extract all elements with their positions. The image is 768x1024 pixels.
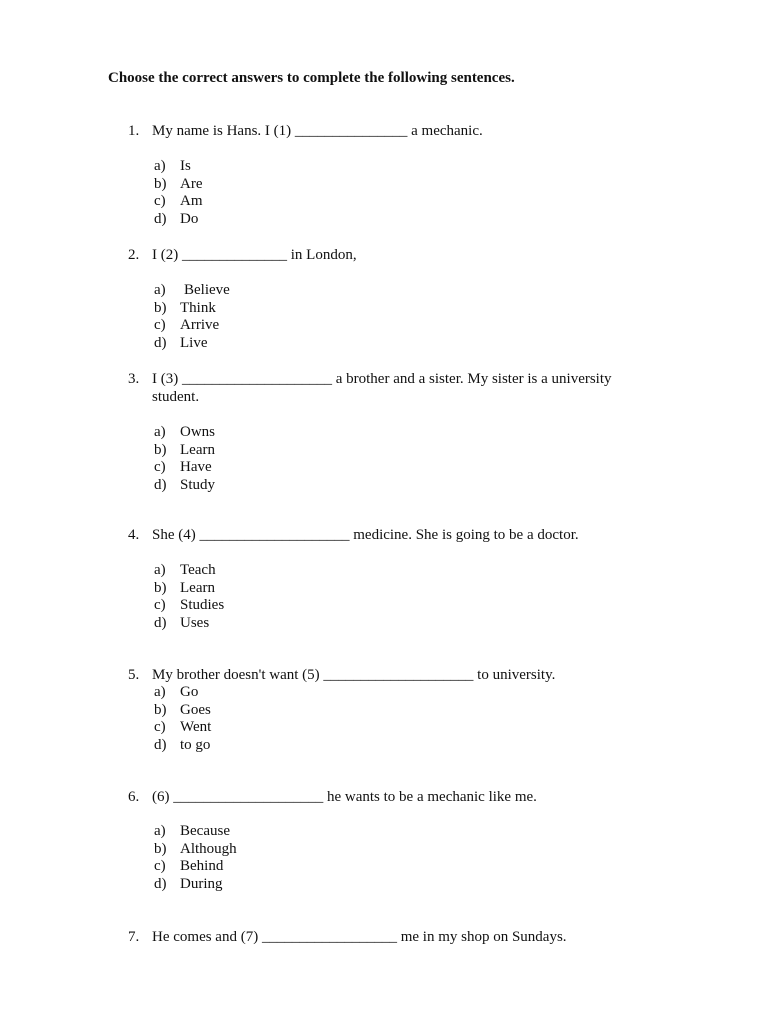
option-text: Am (180, 193, 203, 210)
option-list (154, 823, 688, 894)
option-text: Learn (180, 441, 215, 458)
option-letter: b) (154, 840, 167, 857)
option-letter: a) (154, 562, 166, 578)
option-d[interactable] (154, 876, 688, 894)
option-d[interactable] (154, 211, 628, 229)
option-text: Have (180, 459, 212, 476)
option-letter: c) (154, 597, 166, 614)
option-letter: d) (154, 876, 167, 893)
question-1 (128, 122, 628, 229)
option-c[interactable] (154, 719, 688, 737)
option-text: Is (180, 158, 191, 174)
option-letter: c) (154, 459, 166, 476)
option-text: Although (180, 840, 237, 857)
option-letter: b) (154, 299, 167, 316)
option-text: Goes (180, 701, 211, 718)
option-letter: a) (154, 282, 166, 298)
question-text: (6) ____________________ he wants to be a mechanic like me. (152, 789, 537, 805)
option-b[interactable] (154, 176, 628, 194)
question-number: 1. (128, 123, 140, 139)
option-list (154, 684, 688, 755)
option-list (154, 282, 628, 353)
option-letter: c) (154, 317, 166, 334)
option-b[interactable] (154, 300, 628, 318)
option-text: Think (180, 299, 216, 316)
option-c[interactable] (154, 193, 628, 211)
option-a[interactable] (154, 282, 628, 300)
question-number: 7. (128, 929, 140, 945)
option-a[interactable] (154, 424, 618, 442)
option-b[interactable] (154, 841, 688, 859)
instruction-heading: Choose the correct answers to complete the following sentences. (108, 70, 515, 86)
option-text: Arrive (180, 317, 220, 334)
question-number: 5. (128, 667, 140, 683)
option-list (154, 424, 618, 495)
option-letter: a) (154, 684, 166, 700)
option-text: During (180, 876, 223, 893)
option-letter: c) (154, 858, 166, 875)
option-letter: a) (154, 158, 166, 174)
option-text: Do (180, 211, 199, 228)
option-c[interactable] (154, 317, 628, 335)
option-text: Study (180, 477, 216, 494)
option-letter: b) (154, 579, 167, 596)
question-number: 4. (128, 527, 140, 543)
option-letter: a) (154, 424, 166, 440)
option-c[interactable] (154, 459, 618, 477)
option-letter: c) (154, 719, 166, 736)
question-text: I (3) ____________________ a brother and a sister. My sister is a university student. (152, 371, 612, 405)
option-b[interactable] (154, 442, 618, 460)
question-2 (128, 246, 628, 353)
option-list (154, 158, 628, 229)
option-text: Teach (180, 562, 216, 578)
option-a[interactable] (154, 158, 628, 176)
option-letter: d) (154, 335, 167, 352)
option-d[interactable] (154, 615, 688, 633)
option-text: Behind (180, 858, 224, 875)
question-number: 2. (128, 247, 140, 263)
option-text: Uses (180, 615, 210, 632)
option-c[interactable] (154, 858, 688, 876)
option-text: Live (180, 335, 208, 352)
option-letter: b) (154, 175, 167, 192)
question-4 (128, 526, 688, 633)
option-text: to go (180, 737, 211, 754)
question-number: 6. (128, 789, 140, 805)
question-text: He comes and (7) __________________ me in my shop on Sundays. (152, 929, 567, 945)
question-3 (128, 370, 618, 495)
option-a[interactable] (154, 823, 688, 841)
option-text: Believe (184, 282, 230, 298)
question-6 (128, 788, 688, 894)
question-text: My name is Hans. I (1) _______________ a mechanic. (152, 123, 483, 139)
option-a[interactable] (154, 562, 688, 580)
option-a[interactable] (154, 684, 688, 702)
question-text: My brother doesn't want (5) ____________________ to university. (152, 667, 556, 683)
option-letter: d) (154, 211, 167, 228)
option-letter: d) (154, 615, 167, 632)
question-text: I (2) ______________ in London, (152, 247, 357, 263)
option-c[interactable] (154, 597, 688, 615)
option-b[interactable] (154, 702, 688, 720)
question-5 (128, 666, 688, 755)
option-text: Are (180, 175, 203, 192)
option-letter: b) (154, 441, 167, 458)
option-d[interactable] (154, 335, 628, 353)
option-b[interactable] (154, 580, 688, 598)
option-text: Because (180, 823, 230, 839)
option-d[interactable] (154, 737, 688, 755)
option-d[interactable] (154, 477, 618, 495)
option-letter: d) (154, 737, 167, 754)
option-letter: c) (154, 193, 166, 210)
option-text: Owns (180, 424, 216, 440)
question-text: She (4) ____________________ medicine. She is going to be a doctor. (152, 527, 579, 543)
option-text: Went (180, 719, 212, 736)
option-letter: b) (154, 701, 167, 718)
option-letter: a) (154, 823, 166, 839)
option-text: Go (180, 684, 199, 700)
question-number: 3. (128, 371, 140, 387)
question-7 (128, 928, 688, 946)
option-letter: d) (154, 477, 167, 494)
option-text: Learn (180, 579, 215, 596)
option-list (154, 562, 688, 633)
option-text: Studies (180, 597, 225, 614)
